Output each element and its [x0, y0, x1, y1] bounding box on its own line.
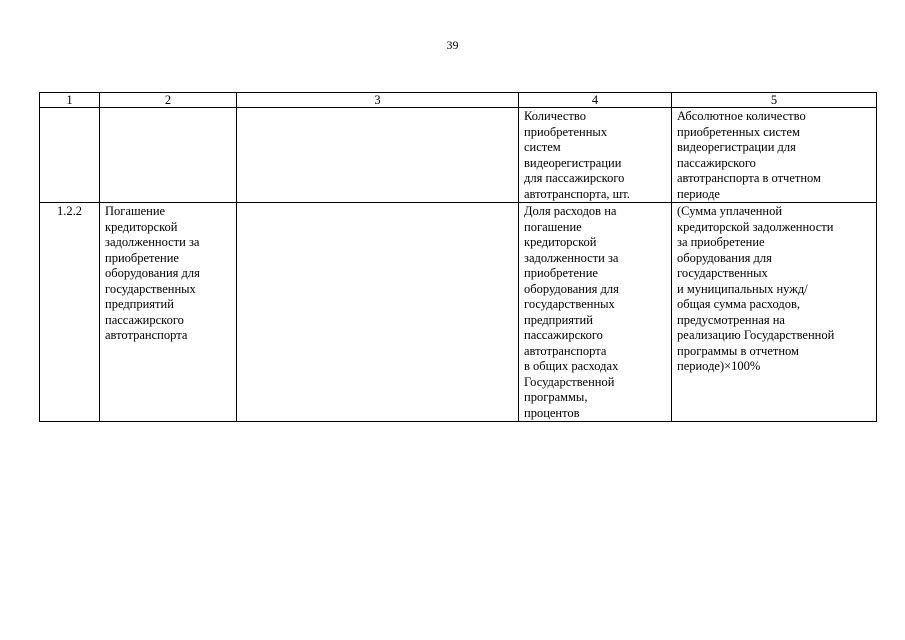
column-header-5: 5: [672, 93, 877, 108]
indicator-name-cell: Количество приобретенных систем видеорегистрации для пассажирского автотранспорта, шт.: [519, 108, 672, 203]
calculation-method-cell: Абсолютное количество приобретенных систем видеорегистрации для пассажирского автотранспорта в отчетном периоде: [672, 108, 877, 203]
column-header-4: 4: [519, 93, 672, 108]
column-header-3: 3: [237, 93, 519, 108]
calculation-method-cell: (Сумма уплаченной кредиторской задолженности за приобретение оборудования для государственных и муниципальных нужд/ общая сумма расходов, предусмотренная на реализацию Государственной программы в отчетном периоде)×100%: [672, 203, 877, 422]
table-header-row: [40, 93, 877, 108]
row-number-cell: 1.2.2: [40, 203, 100, 422]
column-header-2: 2: [100, 93, 237, 108]
table-row: [40, 203, 877, 422]
row-number-cell: [40, 108, 100, 203]
table-row: [40, 108, 877, 203]
indicator-name-cell: Доля расходов на погашение кредиторской задолженности за приобретение оборудования для государственных предприятий пассажирского автотранспорта в общих расходах Государственной программы, процентов: [519, 203, 672, 422]
event-name-cell: Погашение кредиторской задолженности за приобретение оборудования для государственных предприятий пассажирского автотранспорта: [100, 203, 237, 422]
page-number: 39: [446, 38, 459, 52]
empty-cell: [237, 108, 519, 203]
column-header-1: 1: [40, 93, 100, 108]
empty-cell: [237, 203, 519, 422]
event-name-cell: [100, 108, 237, 203]
indicators-table: [39, 92, 877, 422]
